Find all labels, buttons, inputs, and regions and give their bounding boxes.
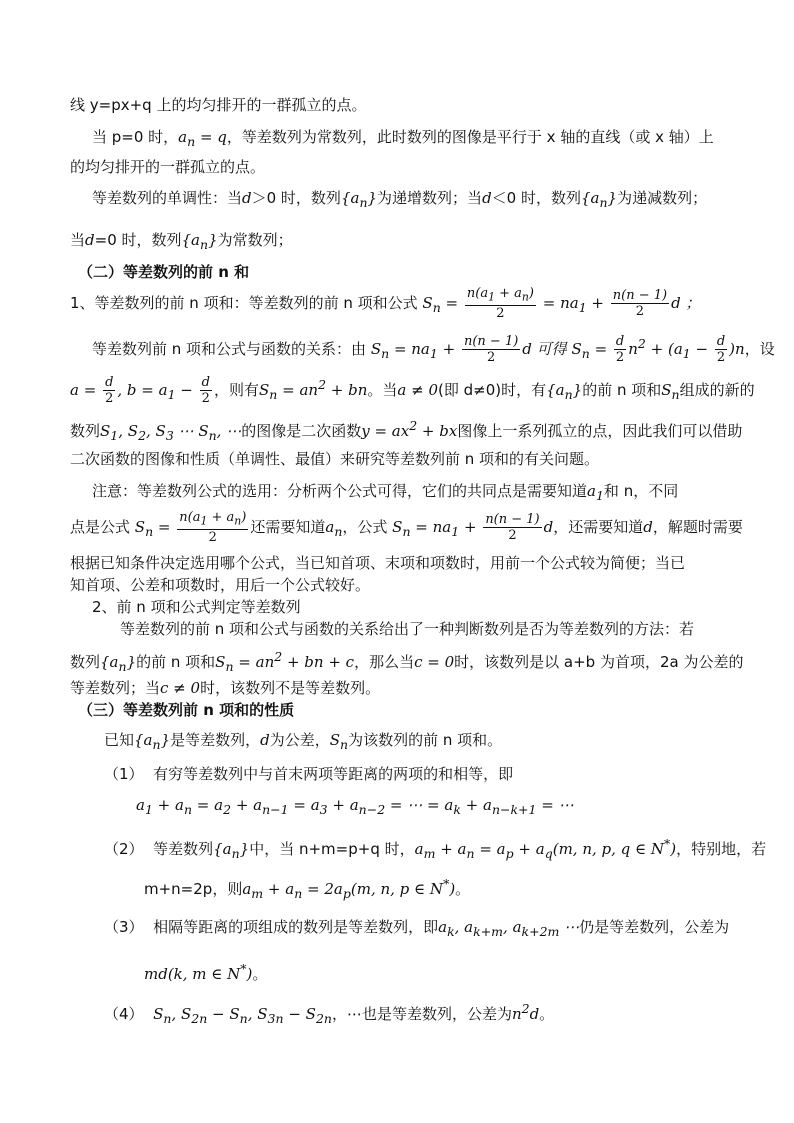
- math: $S_n$, $S_{2n} - S_n$, $S_{3n} - S_{2n}$: [153, 1005, 332, 1026]
- math: $S_n$: [571, 340, 590, 361]
- text: 2、前 n 项和公式判定等差数列: [92, 598, 301, 616]
- text: 是等差数列，: [170, 731, 261, 749]
- math: a =: [70, 381, 97, 399]
- text-line: [0, 574, 794, 596]
- fraction: $\frac{n(n - 1)}{2}$: [463, 334, 519, 365]
- text-line: [0, 873, 794, 905]
- text: ，等差数列为常数列，此时数列的图像是平行于 x 轴的直线（或 x 轴）上: [226, 128, 714, 146]
- math: $\{a_n\}$: [181, 231, 218, 252]
- math: d: [242, 189, 252, 207]
- math: $n^2d$: [511, 1001, 540, 1023]
- math: d: [85, 231, 95, 249]
- math: $a_n$: [325, 518, 343, 539]
- text: ，⋯也是等差数列，公差为: [331, 1005, 512, 1023]
- text: 为该数列的前 n 项和。: [348, 731, 503, 749]
- list-item: [0, 916, 794, 943]
- text: 为常数列；: [217, 231, 293, 249]
- text-line: [0, 510, 794, 549]
- text: 的前 n 项和: [582, 381, 662, 399]
- text: （二）等差数列的前 n 和: [78, 263, 250, 281]
- math: d: [260, 731, 270, 749]
- list-number: （4）: [104, 1005, 144, 1023]
- text: 知首项、公差和项数时，用后一个公式较好。: [70, 576, 371, 594]
- list-number: （3）: [104, 918, 144, 936]
- text: ，那么当: [354, 653, 415, 671]
- math: $S_n$ =: [134, 518, 171, 539]
- text-line: [0, 618, 794, 640]
- text-line: [0, 229, 794, 256]
- text: 仍是等差数列，公差为: [579, 918, 730, 936]
- text-line: [0, 187, 794, 214]
- text: 为公差，: [269, 731, 330, 749]
- text: 为递增数列；当: [377, 189, 483, 207]
- math: $a_1$: [587, 482, 604, 503]
- list-number: （2）: [104, 840, 144, 858]
- fraction: $\frac{d}{2}$: [201, 375, 210, 406]
- math: )n: [729, 340, 745, 358]
- text: 的图像是二次函数: [241, 422, 362, 440]
- text-line: [0, 448, 794, 470]
- list-item: [0, 998, 794, 1030]
- math: $S_n$: [661, 381, 680, 402]
- math: d: [543, 518, 554, 536]
- math: $\{a_n\}$: [340, 189, 378, 210]
- math: $a_m + a_n = 2a_p(m$, n, p ∈ N*): [242, 876, 456, 901]
- math: $\{a_n\}$: [546, 381, 583, 402]
- text: 和 n，不同: [603, 482, 679, 500]
- text-line: [0, 94, 794, 116]
- fraction: $\frac{n(a_1 + a_n)}{2}$: [179, 510, 247, 545]
- text-line: [0, 646, 794, 678]
- text: 的前 n 项和: [136, 653, 216, 671]
- text: ，还需要知道: [553, 518, 644, 536]
- math: $S_n = an^2$ + bn: [259, 377, 368, 402]
- text: 二次函数的图像和性质（单调性、最值）来研究等差数列前 n 项和的有关问题。: [70, 450, 600, 468]
- text: 时，该数列是以 a+b 为首项，2a 为公差的: [454, 653, 744, 671]
- section-heading: [0, 261, 794, 283]
- text: 组成的新的: [679, 381, 755, 399]
- text: 1、等差数列的前 n 项和：等差数列的前 n 项和公式: [70, 294, 418, 312]
- math: $n^2 + (a_1$ −: [628, 336, 709, 361]
- math: $S_n = na_1$ +: [392, 518, 477, 539]
- math: $\{a_n\}$: [134, 731, 171, 752]
- text-line: [0, 794, 794, 821]
- text: ，则有: [213, 381, 259, 399]
- fraction: $\frac{n(n - 1)}{2}$: [612, 288, 668, 319]
- text: =0 时，数列: [94, 231, 182, 249]
- section-heading: [0, 699, 794, 721]
- math: $S_1$, $S_2$, $S_3$ ⋯ $S_n$, ⋯: [100, 422, 242, 443]
- text: 时，该数列不是等差数列。: [200, 679, 381, 697]
- math: $\{a_n\}$: [580, 189, 618, 210]
- text: 等差数列前 n 项和公式与函数的关系：由: [92, 340, 367, 358]
- text: （三）等差数列前 n 项和的性质: [78, 701, 295, 719]
- fraction: $\frac{d}{2}$: [615, 334, 625, 365]
- text-line: [0, 596, 794, 618]
- text: 根据已知条件决定选用哪个公式，当已知首项、末项和项数时，用前一个公式较为简便；当已: [70, 554, 686, 572]
- text-line: [0, 958, 794, 985]
- math: $S_n = na_1$ +: [370, 340, 456, 361]
- text: 等差数列的前 n 项和公式与函数的关系给出了一种判断数列是否为等差数列的方法：若: [120, 620, 695, 638]
- text: ＜0 时，数列: [491, 189, 581, 207]
- list-item: [0, 833, 794, 865]
- text: ＞0 时，数列: [251, 189, 341, 207]
- math: $S_n = an^2$ + bn + c: [215, 649, 355, 674]
- math: a ≠ 0: [397, 381, 438, 399]
- text: 当: [70, 231, 86, 249]
- text: 数列: [70, 422, 101, 440]
- fraction: $\frac{n(n - 1)}{2}$: [485, 512, 540, 543]
- math: c = 0: [414, 653, 455, 671]
- math: d ；: [671, 294, 701, 312]
- math: $S_n$: [329, 731, 349, 752]
- math: , $b = a_1$ −: [117, 381, 193, 402]
- text: 当 p=0 时，: [92, 128, 179, 146]
- text: 线 y=px+q 上的均匀排开的一群孤立的点。: [70, 96, 367, 114]
- math: md(k, m ∈ N*): [144, 961, 253, 983]
- text: 的均匀排开的一群孤立的点。: [70, 158, 266, 176]
- text-line: [0, 677, 794, 699]
- math: = $na_1$ +: [542, 294, 604, 315]
- text: ，解题时需要: [652, 518, 743, 536]
- math: $\{a_n\}$: [213, 840, 250, 861]
- text: 。: [539, 1005, 555, 1023]
- text: 相隔等距离的项组成的数列是等差数列，即: [153, 918, 439, 936]
- text-line: [0, 729, 794, 756]
- fraction: $\frac{n(a_1 + a_n)}{2}$: [466, 286, 534, 321]
- math: $a_k$, $a_{k+m}$, $a_{k+2m}$ ⋯: [438, 918, 580, 939]
- text-line: [0, 156, 794, 178]
- text: 已知: [104, 731, 135, 749]
- text: 图像上一系列孤立的点，因此我们可以借助: [457, 422, 743, 440]
- text: 中，当 n+m=p+q 时，: [249, 840, 415, 858]
- math: $a_m + a_n = a_p + a_q(m$, n, p, q ∈ N*): [414, 836, 677, 861]
- math: d 可得: [522, 340, 567, 358]
- text: ，设: [744, 340, 775, 358]
- text-line: 等差数列前 n 项和公式与函数的关系：由 $S_n = na_1$ + $\frac{n(n - 1)}{2}$ d 可得 $S_n$ = $\frac{d}{2}$ $n^2 + (a_1$ − $\frac{d}{2}$ )n，设: [92, 334, 775, 365]
- text: 。: [455, 880, 471, 898]
- math: $\{a_n\}$: [100, 653, 137, 674]
- text: 点是公式: [70, 518, 131, 536]
- math: c ≠ 0: [160, 679, 201, 697]
- text-line: [0, 368, 794, 412]
- math: $S_n$ =: [422, 294, 459, 315]
- text-line: [0, 415, 794, 447]
- fraction: $\frac{d}{2}$: [716, 334, 726, 365]
- text-line: [0, 126, 794, 153]
- text: ，公式: [342, 518, 388, 536]
- fraction: $\frac{d}{2}$: [105, 375, 114, 406]
- text: (即 d≠0)时，有: [438, 381, 547, 399]
- text-line: [0, 552, 794, 574]
- math: $a_1 + a_n = a_2 + a_{n-1} = a_3 + a_{n-2}$ = ⋯ = $a_k + a_{n-k+1}$ = ⋯: [136, 796, 574, 817]
- text: 注意：等差数列公式的选用：分析两个公式可得，它们的共同点是需要知道: [92, 482, 588, 500]
- text: 为递减数列；: [617, 189, 708, 207]
- text: 等差数列的单调性：当: [92, 189, 243, 207]
- text-line: [0, 480, 794, 507]
- math: $a_n = q$: [178, 128, 227, 149]
- math: $y = ax^2$ + bx: [361, 418, 458, 440]
- math: d: [482, 189, 492, 207]
- text: ，特别地，若: [676, 840, 767, 858]
- text: 数列: [70, 653, 101, 671]
- text: 还需要知道: [250, 518, 326, 536]
- math: d: [643, 518, 653, 536]
- text: 有穷等差数列中与首末两项等距离的两项的和相等，即: [153, 765, 514, 783]
- list-number: （1）: [104, 765, 144, 783]
- text: m+n=2p，则: [144, 880, 243, 898]
- text: 等差数列: [153, 840, 214, 858]
- list-item: [0, 763, 794, 785]
- text-line: [0, 286, 794, 325]
- text: 等差数列；当: [70, 679, 161, 697]
- text: 。: [252, 965, 268, 983]
- text: 。当: [367, 381, 398, 399]
